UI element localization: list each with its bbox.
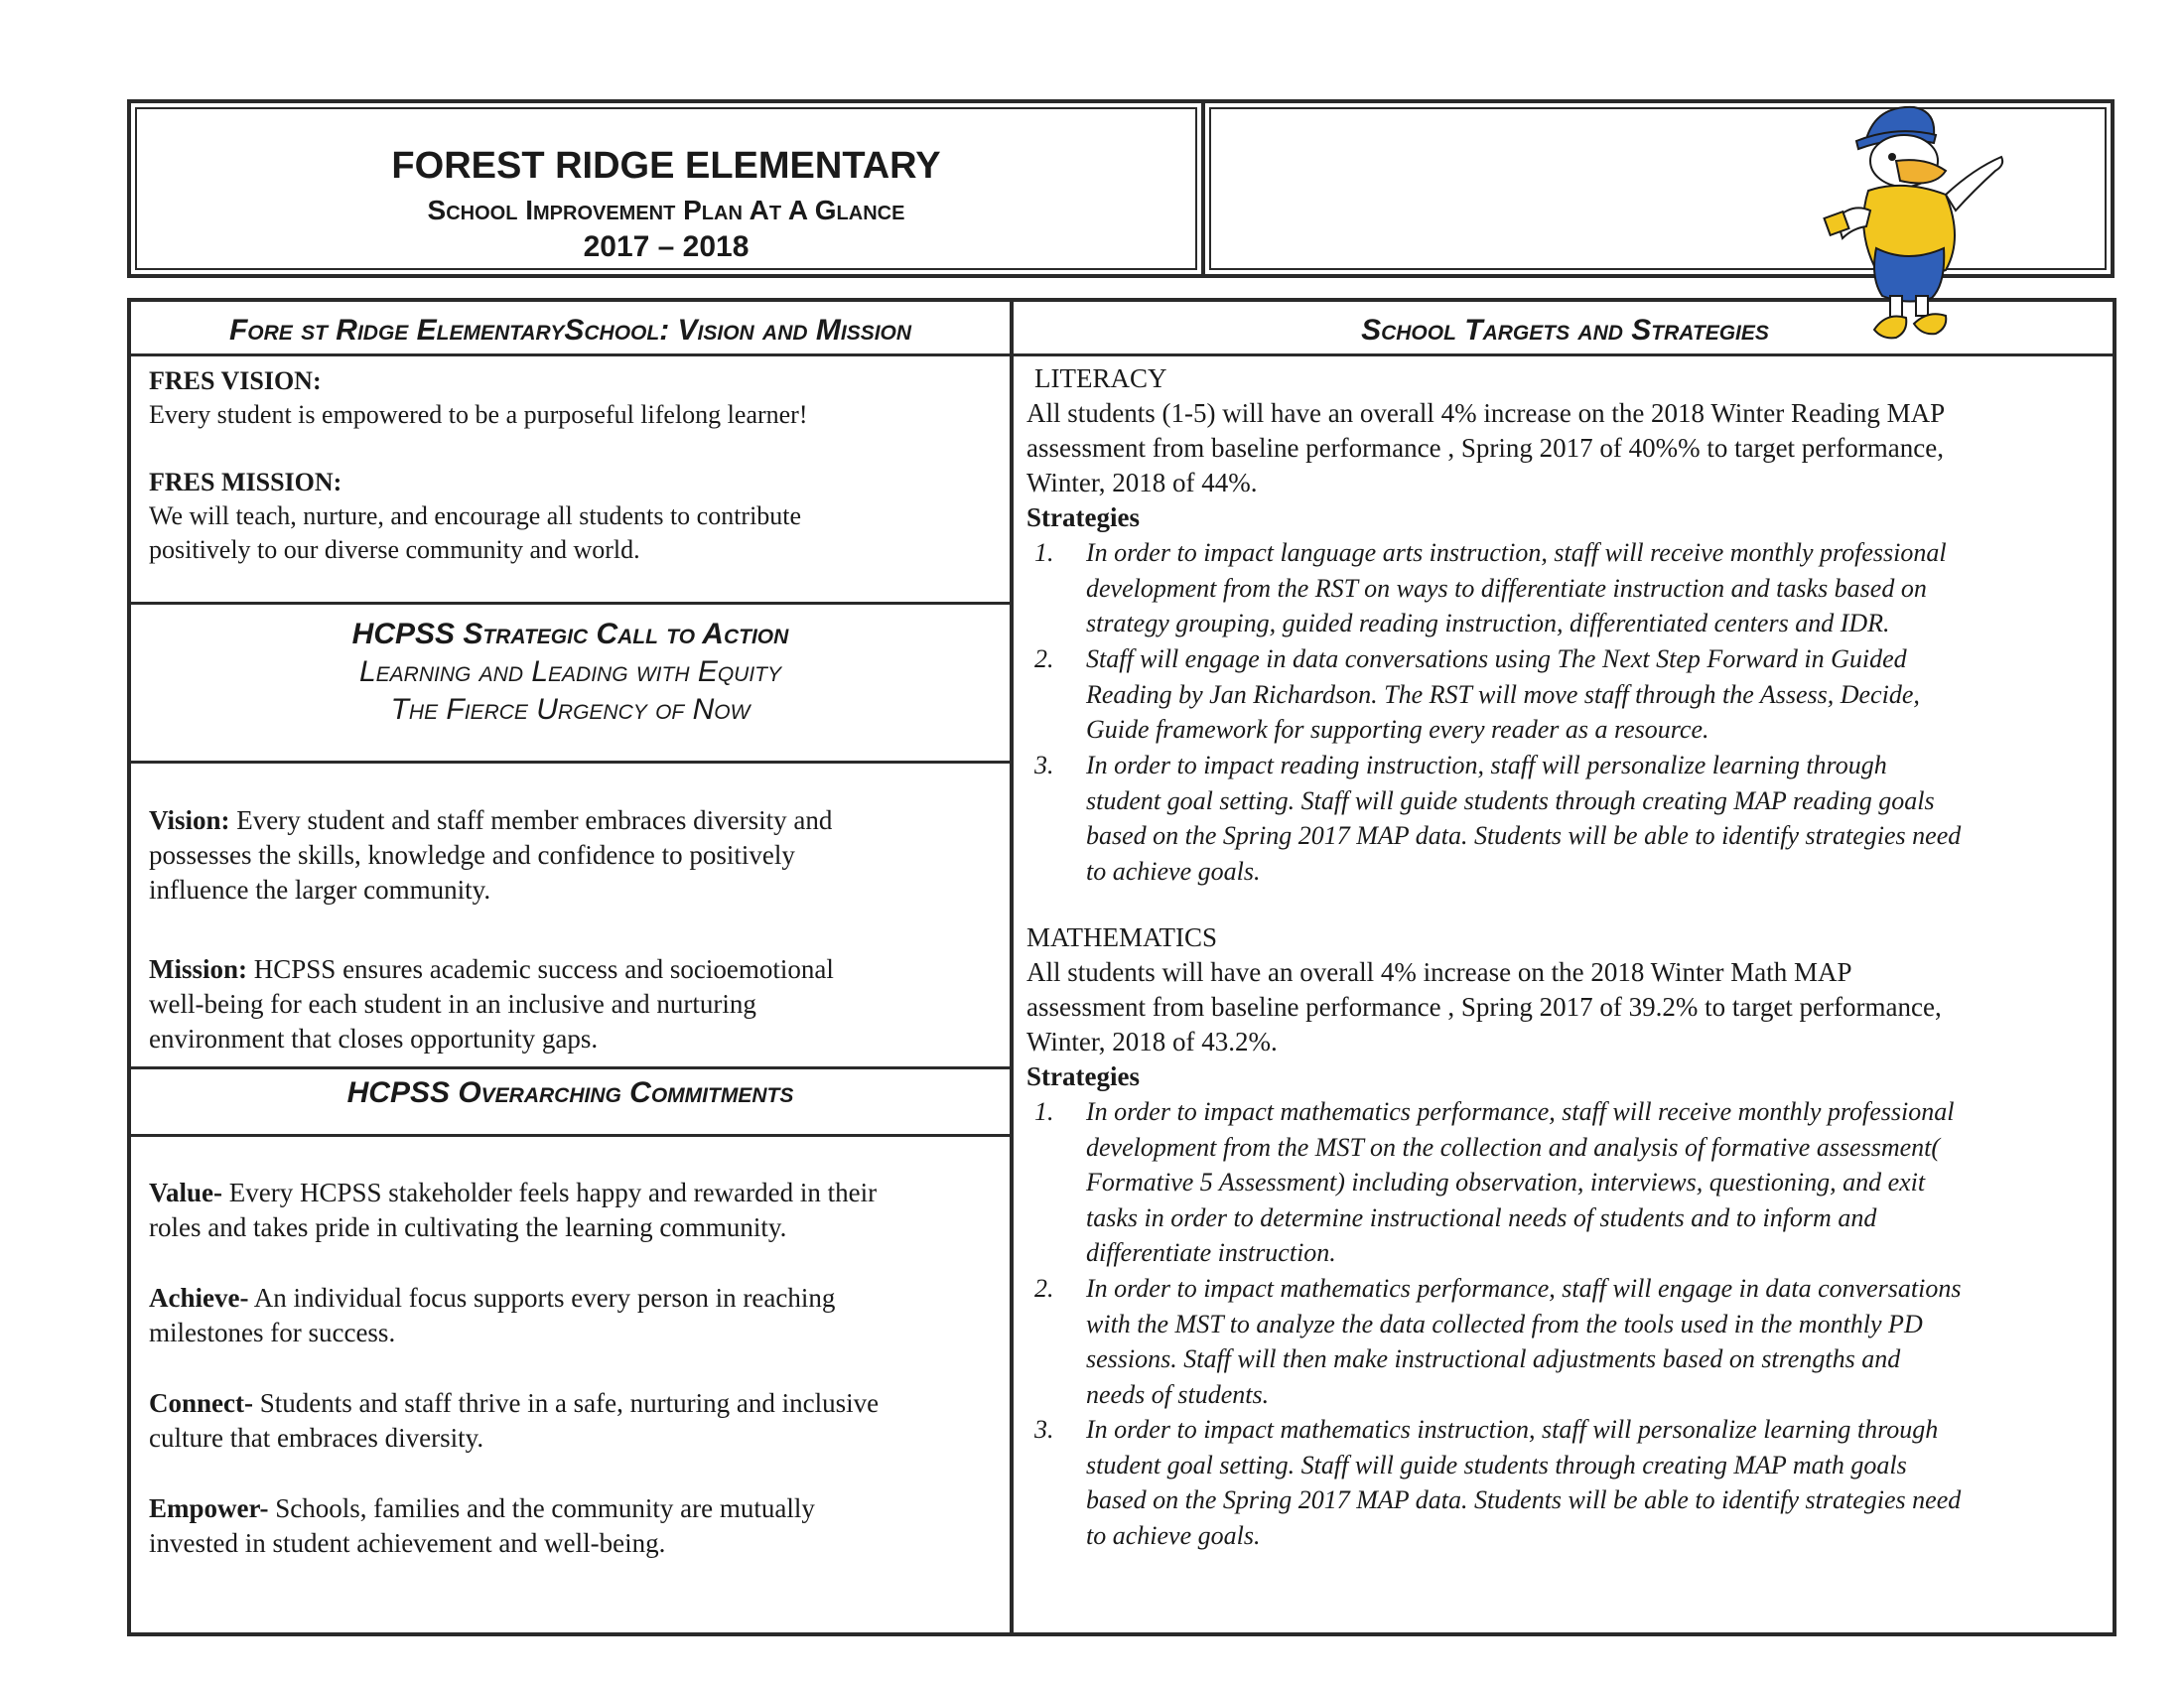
duck-mascot-icon bbox=[1797, 99, 2015, 346]
strategy-number: 3. bbox=[1034, 751, 1054, 779]
hcpss-vision-divider bbox=[131, 1066, 1010, 1069]
strategy-line: with the MST to analyze the data collected from the tools used in the monthly PD bbox=[1086, 1309, 1923, 1338]
strategy-line: Reading by Jan Richardson. The RST will move staff through the Assess, Decide, bbox=[1086, 679, 1920, 709]
literacy-target-1: All students (1-5) will have an overall 4% increase on the 2018 Winter Reading MAP bbox=[1026, 398, 1946, 428]
hcpss-vision: Vision: Every student and staff member embraces diversity and bbox=[149, 805, 833, 835]
vision-mission-heading: Fore st Ridge ElementarySchool: Vision and Mission bbox=[228, 314, 912, 347]
fres-mission-text-1: We will teach, nurture, and encourage all students to contribute bbox=[149, 501, 802, 530]
plan-title: School Improvement Plan At A Glance bbox=[427, 195, 905, 225]
hcpss-vision-text-2: possesses the skills, knowledge and confidence to positively bbox=[149, 840, 795, 870]
strategy-line: In order to impact mathematics performance, staff will engage in data conversations bbox=[1086, 1274, 1962, 1303]
strategy-line: In order to impact language arts instruction, staff will receive monthly professional bbox=[1086, 538, 1947, 567]
strategy-line: Formative 5 Assessment) including observation, interviews, questioning, and exit bbox=[1086, 1168, 1926, 1196]
commitment-empower-line2: invested in student achievement and well-being. bbox=[149, 1528, 666, 1558]
fres-mission-label: FRES MISSION: bbox=[149, 468, 342, 496]
math-target-1: All students will have an overall 4% increase on the 2018 Winter Math MAP bbox=[1026, 957, 1852, 987]
plan-year: 2017 – 2018 bbox=[583, 230, 750, 263]
literacy-title: LITERACY bbox=[1034, 363, 1167, 393]
hcpss-vision-text-3: influence the larger community. bbox=[149, 875, 491, 905]
hcpss-mission: Mission: HCPSS ensures academic success and socioemotional bbox=[149, 954, 834, 984]
strategy-line: In order to impact mathematics instruction, staff will personalize learning through bbox=[1086, 1415, 1939, 1444]
header-title-box bbox=[127, 99, 1205, 278]
plan-table bbox=[127, 298, 2116, 1636]
strategy-line: Staff will engage in data conversations using The Next Step Forward in Guided bbox=[1086, 644, 1907, 673]
school-name: FOREST RIDGE ELEMENTARY bbox=[391, 145, 941, 187]
hcpss-mission-text-2: well-being for each student in an inclusive and nurturing bbox=[149, 989, 756, 1019]
commitment-connect: Connect- Students and staff thrive in a safe, nurturing and inclusive bbox=[149, 1388, 880, 1418]
vision-divider bbox=[131, 602, 1010, 605]
strategy-line: In order to impact mathematics performance, staff will receive monthly professional bbox=[1086, 1097, 1955, 1126]
math-target-2: assessment from baseline performance , Spring 2017 of 39.2% to target performance, bbox=[1026, 992, 1942, 1022]
strategy-line: based on the Spring 2017 MAP data. Students will be able to identify strategies need bbox=[1086, 1485, 1962, 1514]
commitment-connect-line2: culture that embraces diversity. bbox=[149, 1423, 484, 1453]
header-row-divider bbox=[131, 353, 2116, 356]
strategy-line: tasks in order to determine instructional needs of students and to inform and bbox=[1086, 1202, 1877, 1232]
strategy-line: to achieve goals. bbox=[1086, 1520, 1261, 1550]
fres-vision-label: FRES VISION: bbox=[149, 366, 322, 395]
strategy-line: based on the Spring 2017 MAP data. Students will be able to identify strategies need bbox=[1086, 821, 1962, 850]
column-divider bbox=[1010, 302, 1014, 1632]
fres-vision-text: Every student is empowered to be a purposeful lifelong learner! bbox=[149, 400, 808, 429]
commitment-achieve: Achieve- An individual focus supports every person in reaching bbox=[149, 1283, 836, 1313]
strategy-number: 2. bbox=[1034, 1274, 1054, 1303]
strategy-line: development from the MST on the collection and analysis of formative assessment( bbox=[1086, 1132, 1941, 1162]
cta-heading: HCPSS Strategic Call to Action bbox=[351, 618, 789, 650]
math-title: MATHEMATICS bbox=[1026, 922, 1218, 952]
math-strategies-label: Strategies bbox=[1026, 1061, 1140, 1091]
fres-mission-text-2: positively to our diverse community and world. bbox=[149, 535, 640, 564]
cta-divider bbox=[131, 761, 1010, 764]
cta-line-2: The Fierce Urgency of Now bbox=[390, 693, 751, 726]
commitment-achieve-line2: milestones for success. bbox=[149, 1318, 396, 1347]
strategy-line: needs of students. bbox=[1086, 1379, 1270, 1409]
commitment-value-line2: roles and takes pride in cultivating the learning community. bbox=[149, 1212, 787, 1242]
strategy-line: differentiate instruction. bbox=[1086, 1238, 1336, 1267]
commitment-value: Value- Every HCPSS stakeholder feels happy and rewarded in their bbox=[149, 1178, 878, 1207]
literacy-strategies-label: Strategies bbox=[1026, 502, 1140, 532]
strategy-line: sessions. Staff will then make instructional adjustments based on strengths and bbox=[1086, 1344, 1901, 1373]
strategy-line: student goal setting. Staff will guide students through creating MAP math goals bbox=[1086, 1450, 1907, 1479]
strategy-line: In order to impact reading instruction, staff will personalize learning through bbox=[1086, 751, 1887, 779]
strategy-line: development from the RST on ways to differentiate instruction and tasks based on bbox=[1086, 573, 1927, 603]
commitment-empower: Empower- Schools, families and the community are mutually bbox=[149, 1493, 815, 1523]
targets-heading: School Targets and Strategies bbox=[1361, 314, 1769, 347]
strategy-number: 2. bbox=[1034, 644, 1054, 673]
strategy-number: 3. bbox=[1034, 1415, 1054, 1444]
literacy-target-2: assessment from baseline performance , Spring 2017 of 40%% to target performance, bbox=[1026, 433, 1944, 463]
commitments-heading: HCPSS Overarching Commitments bbox=[346, 1076, 794, 1109]
strategy-number: 1. bbox=[1034, 538, 1054, 567]
literacy-target-3: Winter, 2018 of 44%. bbox=[1026, 468, 1258, 497]
cta-line-1: Learning and Leading with Equity bbox=[358, 655, 782, 688]
strategy-number: 1. bbox=[1034, 1097, 1054, 1126]
strategy-line: student goal setting. Staff will guide students through creating MAP reading goals bbox=[1086, 785, 1935, 815]
math-target-3: Winter, 2018 of 43.2%. bbox=[1026, 1027, 1278, 1056]
hcpss-mission-text-3: environment that closes opportunity gaps. bbox=[149, 1024, 599, 1054]
strategy-line: to achieve goals. bbox=[1086, 856, 1261, 886]
strategy-line: strategy grouping, guided reading instruction, differentiated centers and IDR. bbox=[1086, 609, 1890, 637]
commitments-head-divider bbox=[131, 1134, 1010, 1137]
strategy-line: Guide framework for supporting every reader as a resource. bbox=[1086, 715, 1709, 744]
